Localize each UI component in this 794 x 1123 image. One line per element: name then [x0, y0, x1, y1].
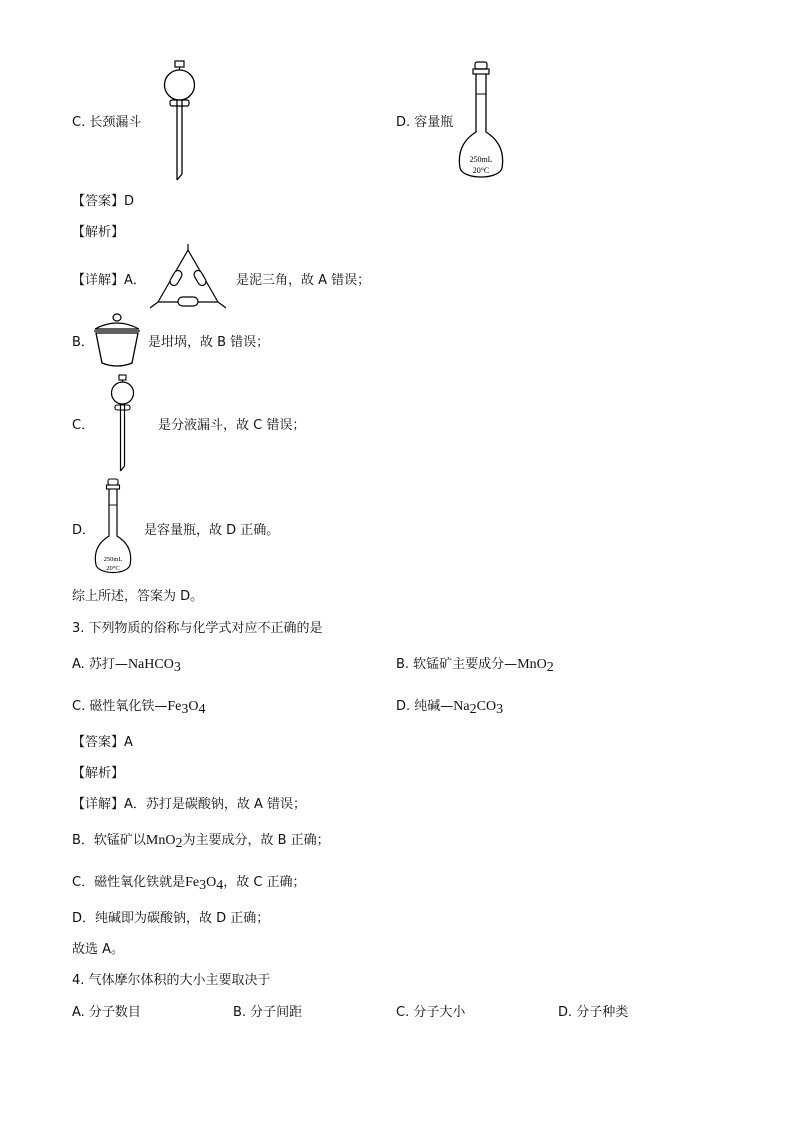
q2-answer: 【答案】D: [72, 194, 135, 209]
long-neck-funnel-icon: [160, 60, 200, 186]
q3-option-a: A. 苏打—NaHCO$_3$: [72, 657, 181, 675]
volumetric-flask-icon: [456, 60, 506, 186]
q2-detail-a-text: 是泥三角，故 A 错误；: [236, 273, 371, 288]
q3-option-b: B. 软锰矿主要成分—MnO$_2$: [396, 657, 554, 675]
q2-detail-b-text: 是坩埚，故 B 错误；: [148, 335, 270, 350]
q3-conclusion: 故选 A。: [72, 942, 125, 957]
q2-detail-c-prefix: C．: [72, 418, 95, 433]
q3-detail-d: D．纯碱即为碳酸钠，故 D 正确；: [72, 911, 270, 926]
q3-stem: 3. 下列物质的俗称与化学式对应不正确的是: [72, 621, 323, 636]
q2-option-d: D. 容量瓶: [396, 115, 454, 130]
small-flask-volume-label: 250mL: [103, 556, 123, 563]
q2-option-c: C. 长颈漏斗: [72, 115, 142, 130]
q3-detail-c: C．磁性氧化铁就是$Fe_3O_4$，故 C 正确；: [72, 875, 306, 893]
q4-stem: 4. 气体摩尔体积的大小主要取决于: [72, 973, 271, 988]
separatory-funnel-icon: [108, 374, 138, 476]
q4-option-c: C. 分子大小: [396, 1005, 466, 1020]
q3-option-c: C. 磁性氧化铁$—Fe_3O_4$: [72, 699, 206, 717]
flask-volume-label: 250mL: [469, 155, 493, 164]
q2-detail-b-prefix: B．: [72, 335, 94, 350]
q2-detail-d-text: 是容量瓶，故 D 正确。: [144, 523, 280, 538]
clay-triangle-icon: [148, 248, 228, 312]
q2-detail-c-text: 是分液漏斗，故 C 错误；: [158, 418, 306, 433]
small-flask-temp-label: 20°C: [106, 565, 120, 572]
crucible-icon: [92, 313, 142, 371]
q3-detail-a: 【详解】A．苏打是碳酸钠，故 A 错误；: [72, 797, 307, 812]
q3-option-d: D. 纯碱$—Na_2CO_3$: [396, 699, 504, 717]
flask-temp-label: 20°C: [472, 166, 490, 175]
q4-option-a: A. 分子数目: [72, 1005, 141, 1020]
q2-summary: 综上所述，答案为 D。: [72, 589, 204, 604]
q3-analysis-heading: 【解析】: [72, 766, 125, 781]
q2-detail-a-prefix: 【详解】A．: [72, 273, 146, 288]
q4-option-b: B. 分子间距: [233, 1005, 303, 1020]
q3-detail-b: B．软锰矿以MnO$_2$为主要成分，故 B 正确；: [72, 833, 330, 851]
q3-answer: 【答案】A: [72, 735, 133, 750]
q2-detail-d-prefix: D．: [72, 523, 96, 538]
volumetric-flask-small-icon: [93, 478, 133, 580]
q4-option-d: D. 分子种类: [558, 1005, 629, 1020]
q2-analysis-heading: 【解析】: [72, 225, 125, 240]
